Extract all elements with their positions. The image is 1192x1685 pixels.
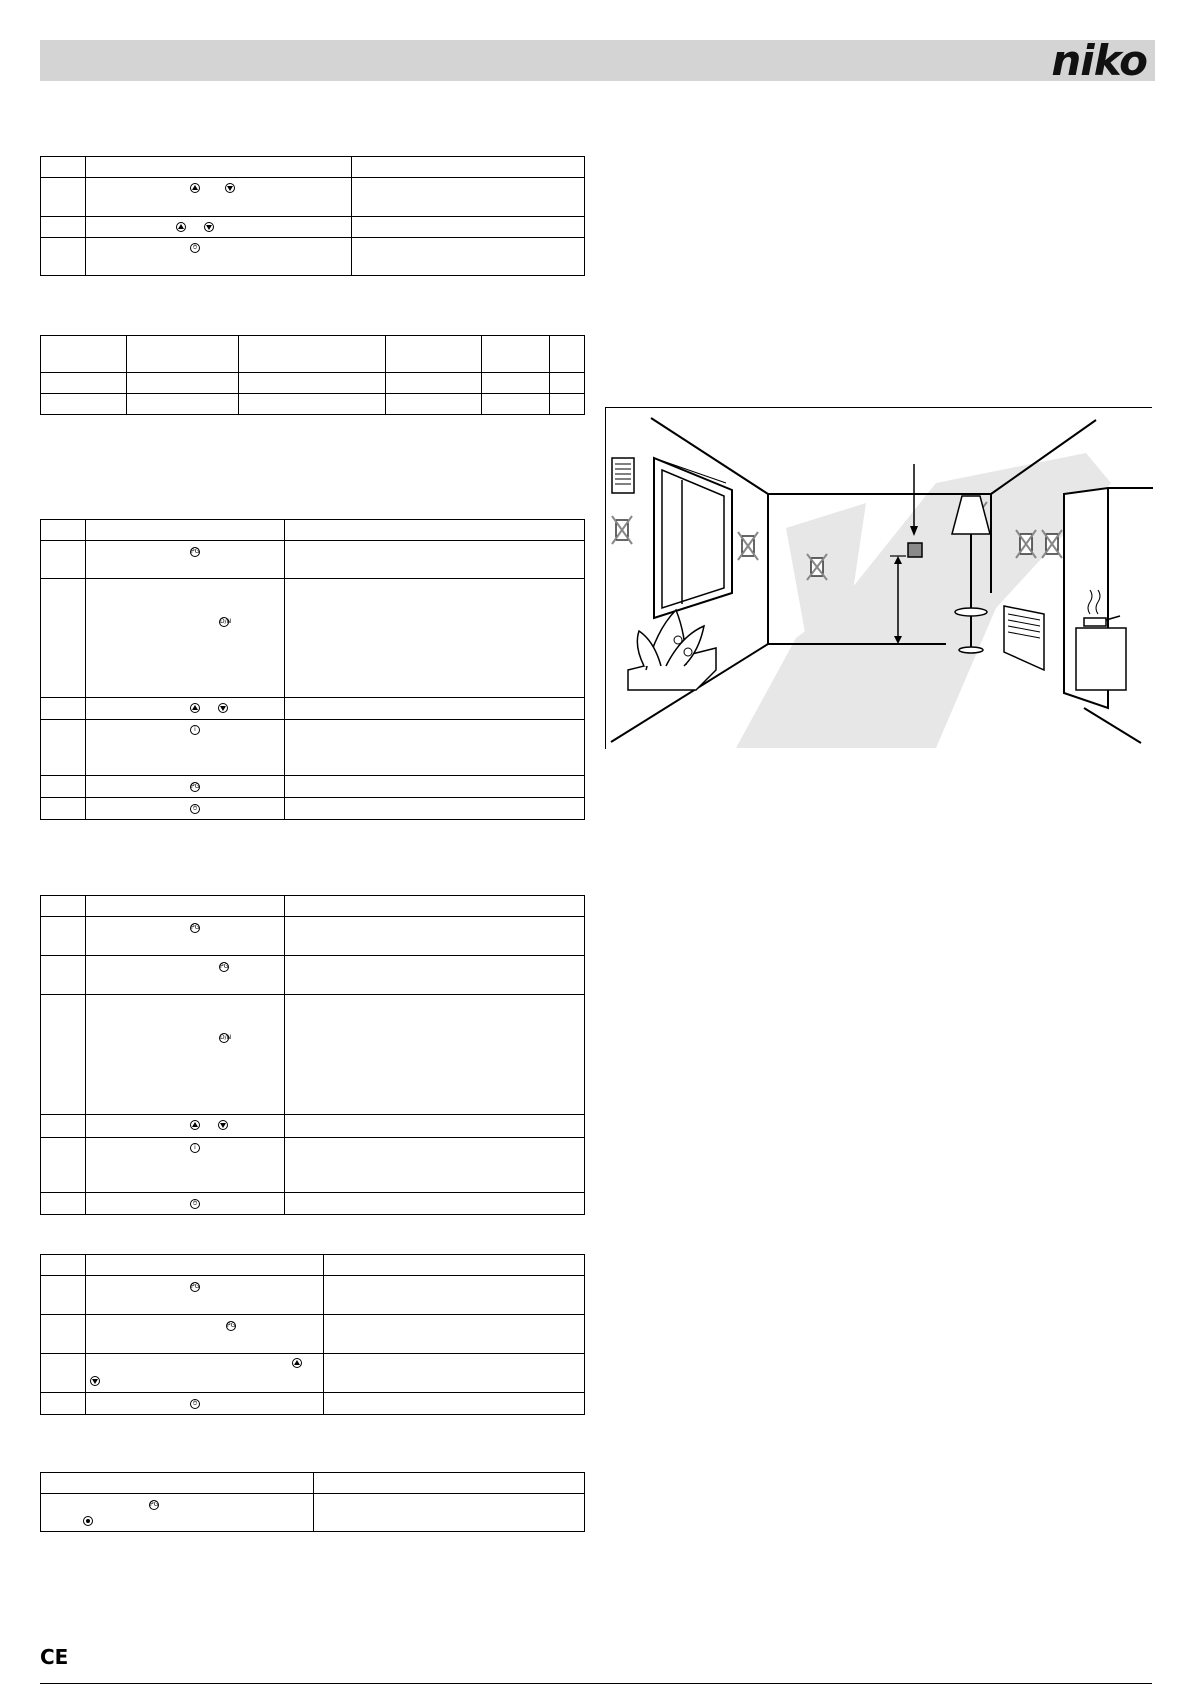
prog-circle-icon: PG — [150, 1501, 159, 1508]
sun-moon-circle-icon: D/N — [220, 1034, 232, 1041]
info-circle-icon: i — [190, 725, 200, 735]
table-1 — [40, 156, 585, 276]
up-arrow-circle-icon — [190, 1120, 200, 1130]
niko-logo: niko — [1051, 36, 1147, 85]
prog-circle-icon: PG — [191, 548, 200, 555]
sun-moon-circle-icon: D/N — [220, 618, 232, 625]
clock-circle-icon: ⏱ — [190, 1199, 200, 1209]
prog-circle-icon: PG — [220, 963, 229, 970]
table-6 — [40, 1472, 585, 1532]
down-arrow-circle-icon — [218, 1120, 228, 1130]
prog-circle-icon: PG — [191, 783, 200, 790]
up-arrow-circle-icon — [190, 703, 200, 713]
clock-circle-icon: ⏱ — [190, 243, 200, 253]
table-5 — [40, 1254, 585, 1415]
info-circle-icon: i — [190, 1143, 200, 1153]
up-arrow-circle-icon — [176, 222, 186, 232]
table-4 — [40, 895, 585, 1215]
up-arrow-circle-icon — [292, 1358, 302, 1368]
up-arrow-circle-icon — [190, 183, 200, 193]
prog-circle-icon: PG — [227, 1322, 236, 1329]
down-arrow-circle-icon — [90, 1376, 100, 1386]
header-bar — [40, 36, 1155, 85]
prog-circle-icon: PG — [191, 924, 200, 931]
table-3 — [40, 519, 585, 820]
ce-mark: CE — [40, 1645, 69, 1669]
room-illustration — [606, 408, 1153, 750]
clock-circle-icon: ⏱ — [190, 1399, 200, 1409]
down-arrow-circle-icon — [204, 222, 214, 232]
clock-circle-icon: ⏱ — [190, 804, 200, 814]
down-arrow-circle-icon — [225, 183, 235, 193]
footer-line — [40, 1683, 1152, 1684]
down-arrow-circle-icon — [218, 703, 228, 713]
table-2 — [40, 335, 585, 415]
reset-dot-circle-icon — [83, 1516, 93, 1526]
room-placement-diagram — [605, 407, 1152, 749]
prog-circle-icon: PG — [191, 1283, 200, 1290]
